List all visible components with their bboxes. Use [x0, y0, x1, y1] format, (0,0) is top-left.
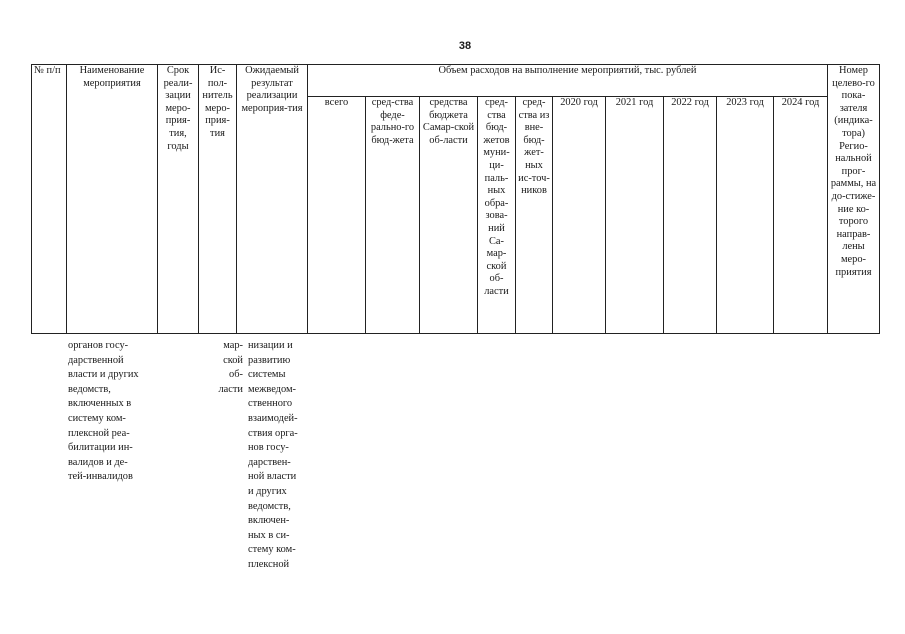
subheader-2021: 2021 год	[606, 97, 664, 334]
header-executor: Ис-пол-нитель меро-прия-тия	[199, 65, 237, 334]
subheader-2024: 2024 год	[774, 97, 828, 334]
subheader-2023: 2023 год	[717, 97, 774, 334]
header-term: Срок реали-зации меро-прия-тия, годы	[158, 65, 199, 334]
expenses-table	[31, 64, 880, 334]
header-result: Ожидаемый результат реализации мероприя-тия	[237, 65, 308, 334]
subheader-extrabudget: сред-ства из вне-бюд-жет-ных ис-точ-ников	[516, 97, 553, 334]
subheader-municipal: сред-ства бюд-жетов муни-ци-паль-ных обра-зова-ний Са-мар-ской об-ласти	[478, 97, 516, 334]
subheader-2022: 2022 год	[664, 97, 717, 334]
continuation-executor: мар- ской об- ласти	[218, 340, 243, 395]
subheader-federal: сред-ства феде-рально-го бюд-жета	[366, 97, 420, 334]
header-indicator: Номер целево-го пока-зателя (индика-тора) Регио-нальной прог-раммы, на до-стиже-ние ко-торого направ-лены меро-приятия	[828, 65, 880, 334]
header-expenses: Объем расходов на выполнение мероприятий, тыс. рублей	[308, 65, 828, 97]
subheader-total: всего	[308, 97, 366, 334]
header-num: № п/п	[32, 65, 67, 334]
continuation-result: низации и развитию системы межведом- ственного взаимодей- ствия орга- нов госу- дарствен- ной власти и других ведомств, включен- ных в си- стему ком- плексной	[248, 340, 298, 570]
subheader-regional: средства бюджета Самар-ской об-ласти	[420, 97, 478, 334]
page-number: 38	[458, 40, 472, 52]
header-name: Наименование мероприятия	[67, 65, 158, 334]
continuation-name: органов госу- дарственной власти и других ведомств, включенных в систему ком- плексной реа- билитации ин- валидов и де- тей-инвалидов	[68, 340, 139, 483]
subheader-2020: 2020 год	[553, 97, 606, 334]
